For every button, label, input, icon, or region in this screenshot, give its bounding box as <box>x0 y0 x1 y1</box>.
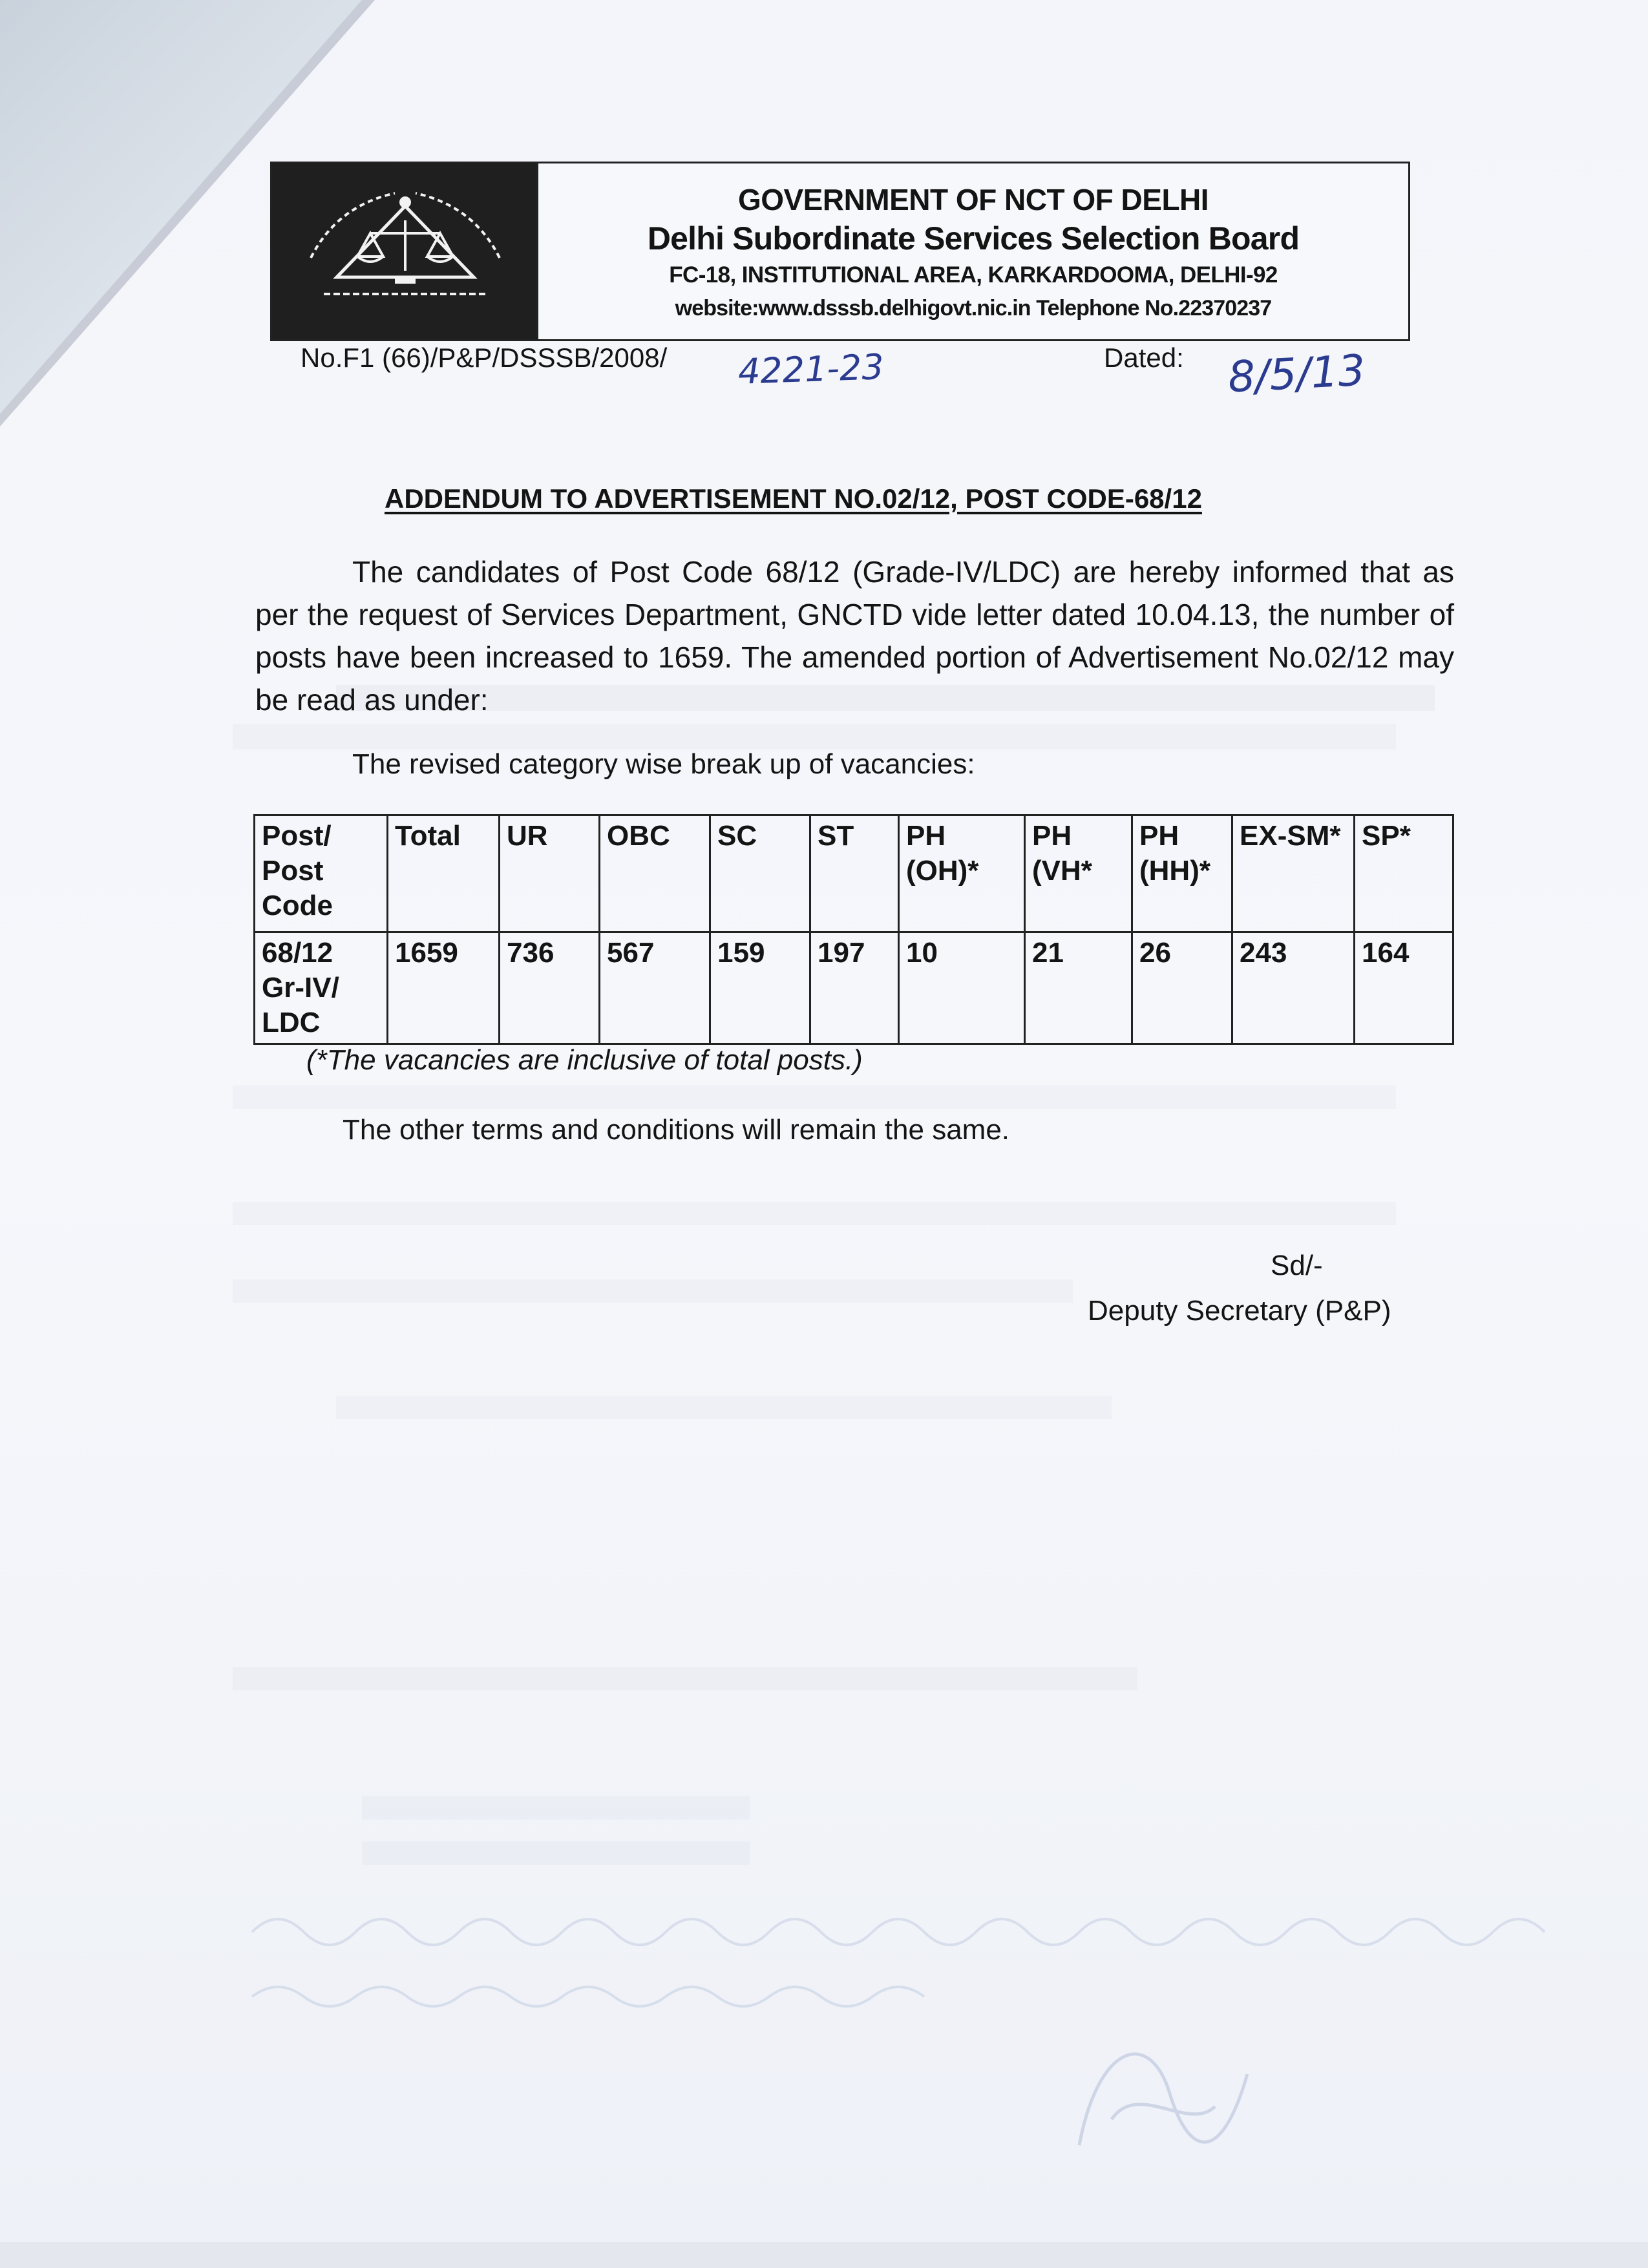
table-header-cell: PH (VH* <box>1025 815 1132 932</box>
table-cell: 1659 <box>388 932 500 1044</box>
table-cell: 164 <box>1355 932 1453 1044</box>
bleed-through-line <box>336 1396 1112 1419</box>
table-cell: 68/12 Gr-IV/ LDC <box>255 932 388 1044</box>
table-header-cell: OBC <box>600 815 710 932</box>
faint-signature-scribble-icon <box>1060 2016 1267 2184</box>
table-cell: 197 <box>810 932 899 1044</box>
subject-heading: ADDENDUM TO ADVERTISEMENT NO.02/12, POST CODE-68/12 <box>385 483 1202 514</box>
handwritten-date: 8/5/13 <box>1227 345 1367 403</box>
letterhead-government: GOVERNMENT OF NCT OF DELHI <box>737 183 1209 216</box>
table-cell: 10 <box>899 932 1025 1044</box>
bleed-through-line <box>233 1279 1073 1303</box>
letterhead-address: FC-18, INSTITUTIONAL AREA, KARKARDOOMA, DELHI-92 <box>669 262 1278 288</box>
bleed-through-line <box>233 1667 1137 1690</box>
table-header-cell: SP* <box>1355 815 1453 932</box>
table-header-cell: UR <box>500 815 600 932</box>
table-footnote: (*The vacancies are inclusive of total posts.) <box>306 1044 863 1076</box>
bleed-through-line <box>362 1796 750 1820</box>
table-cell: 567 <box>600 932 710 1044</box>
letterhead-text <box>538 163 1408 339</box>
bleed-through-line <box>233 1202 1396 1225</box>
table-header-row <box>255 815 1453 932</box>
table-intro: The revised category wise break up of vacancies: <box>352 748 975 780</box>
dsssb-emblem-scales-icon <box>298 180 512 322</box>
table-header-cell: EX-SM* <box>1232 815 1355 932</box>
letterhead <box>270 162 1410 341</box>
table-cell: 736 <box>500 932 600 1044</box>
table-header-cell: ST <box>810 815 899 932</box>
dsssb-logo <box>272 163 538 339</box>
signatory-designation: Deputy Secretary (P&P) <box>1088 1295 1391 1327</box>
reference-number: No.F1 (66)/P&P/DSSSB/2008/ <box>301 342 668 373</box>
table-header-cell: Total <box>388 815 500 932</box>
table-header-cell: Post/ Post Code <box>255 815 388 932</box>
table-row <box>255 932 1453 1044</box>
bleed-through-line <box>362 1842 750 1865</box>
table-cell: 159 <box>710 932 810 1044</box>
table-header-cell: PH (HH)* <box>1132 815 1232 932</box>
handwritten-reference-number: 4221-23 <box>737 346 885 392</box>
page-bottom-edge <box>0 2242 1648 2268</box>
signature-sd: Sd/- <box>1271 1250 1323 1281</box>
table-cell: 26 <box>1132 932 1232 1044</box>
table-header-cell: PH (OH)* <box>899 815 1025 932</box>
closing-statement: The other terms and conditions will remain the same. <box>343 1114 1010 1146</box>
bleed-through-line <box>233 1086 1396 1109</box>
faint-handwritten-note-icon <box>246 1893 1642 2035</box>
table-cell: 243 <box>1232 932 1355 1044</box>
body-paragraph: The candidates of Post Code 68/12 (Grade-IV/LDC) are hereby informed that as per the request of Services Department, GNCTD vide letter dated 10.04.13, the number of posts have been increased to 1659. The amended portion of Advertisement No.02/12 may be read as under: <box>255 555 1454 717</box>
table-header-cell: SC <box>710 815 810 932</box>
dated-label: Dated: <box>1104 342 1184 373</box>
letterhead-board-name: Delhi Subordinate Services Selection Board <box>647 220 1300 257</box>
vacancy-table <box>253 814 1454 1045</box>
letterhead-contact: website:www.dsssb.delhigovt.nic.in Telephone No.22370237 <box>675 296 1272 320</box>
bleed-through-line <box>233 724 1396 750</box>
table-cell: 21 <box>1025 932 1132 1044</box>
